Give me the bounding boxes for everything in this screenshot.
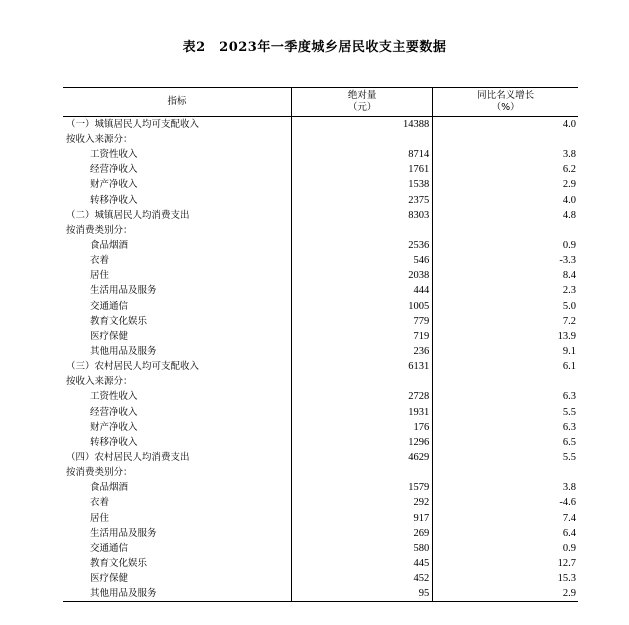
row-label: 医疗保健 bbox=[90, 330, 129, 342]
table-row bbox=[63, 526, 578, 541]
row-label: 居住 bbox=[90, 270, 110, 282]
row-label: 食品烟酒 bbox=[90, 482, 129, 494]
row-growth-value: -3.3 bbox=[433, 253, 578, 268]
header-absolute-line2: （元） bbox=[347, 102, 377, 113]
row-absolute-value: 95 bbox=[292, 586, 433, 602]
row-absolute-value bbox=[292, 132, 433, 147]
table-row bbox=[63, 495, 578, 510]
row-absolute-value: 452 bbox=[292, 571, 433, 586]
row-label: 生活用品及服务 bbox=[90, 285, 157, 297]
row-absolute-value bbox=[292, 374, 433, 389]
row-growth-value bbox=[433, 223, 578, 238]
row-absolute-value: 1579 bbox=[292, 480, 433, 495]
row-growth-value: 0.9 bbox=[433, 541, 578, 556]
row-growth-value: 5.5 bbox=[433, 450, 578, 465]
row-absolute-value bbox=[292, 465, 433, 480]
header-growth-line1: 同比名义增长 bbox=[477, 90, 535, 101]
row-label: 生活用品及服务 bbox=[90, 527, 157, 539]
row-growth-value: 7.2 bbox=[433, 314, 578, 329]
row-growth-value: 15.3 bbox=[433, 571, 578, 586]
table-row bbox=[63, 541, 578, 556]
table-row bbox=[63, 283, 578, 298]
row-growth-value: 5.0 bbox=[433, 299, 578, 314]
row-label: （二）城镇居民人均消费支出 bbox=[66, 209, 190, 221]
row-growth-value bbox=[433, 465, 578, 480]
row-label: 衣着 bbox=[90, 255, 110, 267]
row-absolute-value: 8303 bbox=[292, 208, 433, 223]
table-row bbox=[63, 162, 578, 177]
row-label: 教育文化娱乐 bbox=[90, 315, 148, 327]
row-absolute-value: 269 bbox=[292, 526, 433, 541]
row-growth-value: 4.8 bbox=[433, 208, 578, 223]
row-growth-value: 4.0 bbox=[433, 193, 578, 208]
header-indicator: 指标 bbox=[167, 96, 187, 107]
row-growth-value bbox=[433, 132, 578, 147]
row-label: 转移净收入 bbox=[90, 194, 138, 206]
row-label: 经营净收入 bbox=[90, 406, 138, 418]
row-absolute-value: 14388 bbox=[292, 117, 433, 133]
row-growth-value: 3.8 bbox=[433, 480, 578, 495]
row-label: （一）城镇居民人均可支配收入 bbox=[66, 119, 200, 130]
row-growth-value: 3.8 bbox=[433, 147, 578, 162]
row-absolute-value: 1005 bbox=[292, 299, 433, 314]
table-row bbox=[63, 314, 578, 329]
row-growth-value: 2.9 bbox=[433, 586, 578, 602]
table-row bbox=[63, 177, 578, 192]
row-absolute-value: 1296 bbox=[292, 435, 433, 450]
table-row bbox=[63, 480, 578, 495]
table-row bbox=[63, 571, 578, 586]
row-growth-value: 8.4 bbox=[433, 268, 578, 283]
row-label: 居住 bbox=[90, 512, 110, 524]
row-growth-value: 6.3 bbox=[433, 389, 578, 404]
row-label: 交通通信 bbox=[90, 542, 129, 554]
table-row bbox=[63, 435, 578, 450]
row-label: （四）农村居民人均消费支出 bbox=[66, 452, 190, 464]
row-label: 交通通信 bbox=[90, 300, 129, 312]
table-row bbox=[63, 420, 578, 435]
row-growth-value: 13.9 bbox=[433, 329, 578, 344]
row-growth-value: 9.1 bbox=[433, 344, 578, 359]
row-absolute-value: 1538 bbox=[292, 177, 433, 192]
row-absolute-value: 2536 bbox=[292, 238, 433, 253]
table-row bbox=[63, 374, 578, 389]
row-label: 其他用品及服务 bbox=[90, 346, 157, 358]
table-body bbox=[63, 117, 578, 602]
row-growth-value: 6.2 bbox=[433, 162, 578, 177]
row-absolute-value: 1931 bbox=[292, 405, 433, 420]
row-label: （三）农村居民人均可支配收入 bbox=[66, 361, 200, 373]
row-growth-value: 7.4 bbox=[433, 511, 578, 526]
header-absolute bbox=[292, 88, 433, 117]
row-absolute-value: 8714 bbox=[292, 147, 433, 162]
row-label: 工资性收入 bbox=[90, 149, 138, 161]
table-row bbox=[63, 193, 578, 208]
table-row bbox=[63, 147, 578, 162]
row-growth-value: 4.0 bbox=[433, 117, 578, 133]
row-growth-value: 5.5 bbox=[433, 405, 578, 420]
row-absolute-value: 917 bbox=[292, 511, 433, 526]
table-row bbox=[63, 511, 578, 526]
table-row bbox=[63, 586, 578, 602]
row-label: 工资性收入 bbox=[90, 391, 138, 403]
row-label: 财产净收入 bbox=[90, 421, 138, 433]
table-row bbox=[63, 223, 578, 238]
table-row bbox=[63, 299, 578, 314]
row-absolute-value: 236 bbox=[292, 344, 433, 359]
row-label: 教育文化娱乐 bbox=[90, 558, 148, 569]
row-label: 衣着 bbox=[90, 497, 110, 509]
table-row bbox=[63, 208, 578, 223]
row-label: 财产净收入 bbox=[90, 179, 138, 191]
row-growth-value: 6.1 bbox=[433, 359, 578, 374]
table-title: 表2 2023年一季度城乡居民收支主要数据 bbox=[182, 40, 447, 55]
row-growth-value: -4.6 bbox=[433, 495, 578, 510]
table-header bbox=[63, 88, 578, 117]
header-row bbox=[63, 88, 578, 117]
row-label: 其他用品及服务 bbox=[63, 586, 292, 602]
income-expenditure-table bbox=[63, 87, 578, 602]
row-label: 按消费类别分： bbox=[66, 467, 133, 479]
table-row bbox=[63, 405, 578, 420]
table-row bbox=[63, 465, 578, 480]
header-absolute-line1: 绝对量 bbox=[347, 90, 377, 101]
row-growth-value: 0.9 bbox=[433, 238, 578, 253]
table-row bbox=[63, 238, 578, 253]
row-absolute-value: 444 bbox=[292, 283, 433, 298]
row-label: 按消费类别分： bbox=[66, 224, 133, 236]
row-growth-value: 6.4 bbox=[433, 526, 578, 541]
table-row bbox=[63, 268, 578, 283]
row-absolute-value: 445 bbox=[292, 556, 433, 571]
row-label: 经营净收入 bbox=[90, 164, 138, 176]
header-growth-line2: （%） bbox=[491, 102, 520, 113]
row-absolute-value: 4629 bbox=[292, 450, 433, 465]
row-absolute-value: 2728 bbox=[292, 389, 433, 404]
row-absolute-value: 2038 bbox=[292, 268, 433, 283]
row-absolute-value: 176 bbox=[292, 420, 433, 435]
table-row bbox=[63, 329, 578, 344]
table-row bbox=[63, 117, 578, 133]
row-absolute-value: 1761 bbox=[292, 162, 433, 177]
table-row bbox=[63, 389, 578, 404]
row-label: 按收入来源分： bbox=[66, 134, 133, 146]
row-absolute-value: 6131 bbox=[292, 359, 433, 374]
table-row bbox=[63, 344, 578, 359]
row-label: 医疗保健 bbox=[90, 573, 129, 585]
row-label: 转移净收入 bbox=[90, 436, 138, 448]
row-growth-value: 2.9 bbox=[433, 177, 578, 192]
row-absolute-value: 2375 bbox=[292, 193, 433, 208]
row-absolute-value: 719 bbox=[292, 329, 433, 344]
row-label: 按收入来源分： bbox=[66, 376, 133, 388]
table-row bbox=[63, 450, 578, 465]
row-growth-value: 2.3 bbox=[433, 283, 578, 298]
table-row bbox=[63, 556, 578, 571]
row-growth-value: 6.5 bbox=[433, 435, 578, 450]
row-growth-value: 12.7 bbox=[433, 556, 578, 571]
row-absolute-value: 546 bbox=[292, 253, 433, 268]
row-absolute-value: 292 bbox=[292, 495, 433, 510]
table-row bbox=[63, 359, 578, 374]
row-label: 食品烟酒 bbox=[90, 240, 129, 252]
row-absolute-value: 779 bbox=[292, 314, 433, 329]
row-absolute-value bbox=[292, 223, 433, 238]
row-absolute-value: 580 bbox=[292, 541, 433, 556]
table-row bbox=[63, 132, 578, 147]
header-growth bbox=[433, 88, 578, 117]
row-growth-value bbox=[433, 374, 578, 389]
table-row bbox=[63, 253, 578, 268]
row-growth-value: 6.3 bbox=[433, 420, 578, 435]
